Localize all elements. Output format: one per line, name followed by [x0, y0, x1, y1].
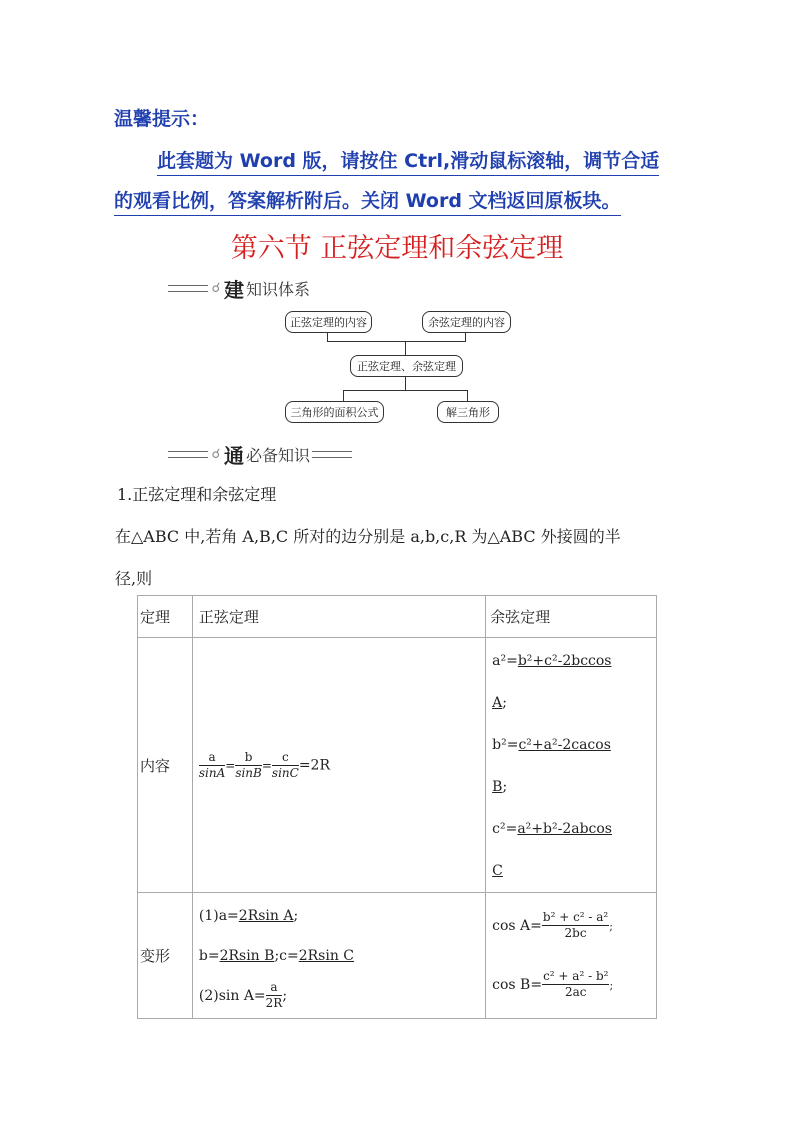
magnifier-icon: ☌ [211, 447, 221, 462]
tip-title: 温馨提示： [114, 108, 210, 130]
knowledge-system-heading [168, 274, 310, 303]
double-rule [168, 285, 208, 292]
connector [343, 390, 344, 401]
diagram-box-theorems: 正弦定理、余弦定理 [350, 355, 463, 377]
diagram-box-sine-content: 正弦定理的内容 [285, 311, 372, 333]
heading-1: 1.正弦定理和余弦定理 [117, 485, 277, 504]
table-row-transform [138, 893, 657, 1019]
row-label: 内容 [138, 638, 193, 893]
double-rule [312, 451, 352, 458]
connector [327, 332, 328, 341]
cosine-law-transforms: cos A= $\frac{\text{b² + c² - a²}}{2bc}$ ; cos B= $\frac{\text{c² + a² - b²}}{2ac}$ ; [486, 893, 657, 1019]
diagram-box-area-formula: 三角形的面积公式 [285, 401, 384, 423]
tip-line-1: 此套题为 Word 版，请按住 Ctrl,滑动鼠标滚轴，调节合适 [157, 146, 659, 176]
heading-glyph: 建 [224, 278, 244, 302]
header-cell: 余弦定理 [486, 596, 657, 638]
intro-line-1: 在△ABC 中,若角 A,B,C 所对的边分别是 a,b,c,R 为△ABC 外接圆的半 [115, 527, 621, 546]
header-cell: 正弦定理 [192, 596, 485, 638]
heading-label: 必备知识 [246, 446, 311, 465]
table-header-row [138, 596, 657, 638]
connector [405, 341, 406, 355]
cosine-law-formulas: a²=b²+c²-2bccos A; b²=c²+a²-2cacos B; c²=a²+b²-2abcos C [486, 638, 657, 893]
fraction: $\frac{a}{\sin A}$ [198, 749, 226, 780]
must-know-heading [168, 440, 352, 469]
connector [465, 332, 466, 341]
fraction: $\frac{b}{\sin B}$ [235, 749, 262, 780]
heading-label: 知识体系 [246, 280, 311, 299]
connector [327, 341, 466, 342]
connector [343, 390, 467, 391]
row-label: 变形 [138, 893, 193, 1019]
diagram-box-cosine-content: 余弦定理的内容 [422, 311, 511, 333]
intro-line-2: 径,则 [115, 569, 153, 588]
magnifier-icon: ☌ [211, 281, 221, 296]
fraction: $\frac{a}{2R}$ [265, 980, 283, 1010]
fraction: $\frac{\text{c² + a² - b²}}{2ac}$ [543, 969, 609, 999]
table-row-content [138, 638, 657, 893]
fraction: $\frac{c}{\sin C}$ [271, 749, 299, 780]
section-title: 第六节 正弦定理和余弦定理 [230, 233, 564, 264]
tip-line-2: 的观看比例，答案解析附后。关闭 Word 文档返回原板块。 [114, 186, 621, 216]
connector [405, 376, 406, 390]
double-rule [168, 451, 208, 458]
theorem-table [137, 595, 657, 1019]
sine-law-transforms: (1)a=2Rsin A; b=2Rsin B;c=2Rsin C (2)sin A= $\frac{a}{2R}$ ; [192, 893, 485, 1019]
header-cell: 定理 [138, 596, 193, 638]
heading-glyph: 通 [224, 444, 244, 468]
fraction: $\frac{\text{b² + c² - a²}}{2bc}$ [542, 910, 609, 940]
connector [467, 390, 468, 401]
diagram-box-solve-triangle: 解三角形 [437, 401, 499, 423]
sine-law-formula: $\frac{a}{\sin A}$ = $\frac{b}{\sin B}$ = $\frac{c}{\sin C}$ =2R [192, 638, 485, 893]
